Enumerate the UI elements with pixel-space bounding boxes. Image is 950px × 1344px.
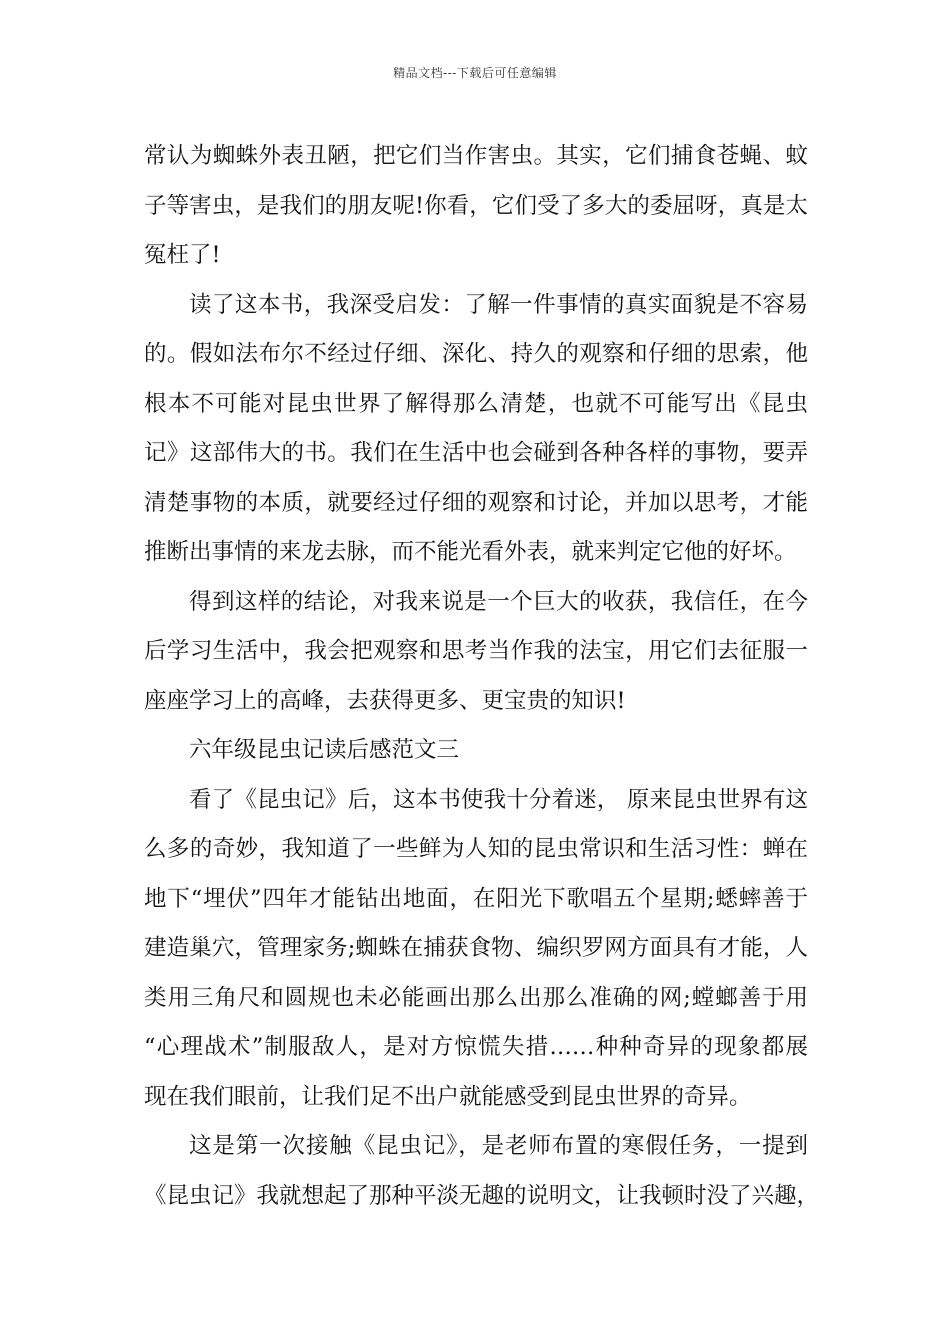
text-line: 后学习生活中，我会把观察和思考当作我的法宝，用它们去征服一 bbox=[144, 638, 808, 664]
section-heading: 六年级昆虫记读后感范文三 bbox=[189, 737, 460, 763]
text-line: “心理战术”制服敌人，是对方惊慌失措……种种奇异的现象都展 bbox=[144, 1034, 808, 1060]
text-line: 根本不可能对昆虫世界了解得那么清楚，也就不可能写出《昆虫 bbox=[144, 390, 808, 417]
text-line: 冤枉了! bbox=[144, 242, 221, 268]
text-line: 得到这样的结论，对我来说是一个巨大的收获，我信任，在今 bbox=[189, 588, 808, 615]
text-line: 建造巢穴，管理家务;蜘蛛在捕获食物、编织罗网方面具有才能，人 bbox=[144, 935, 808, 961]
text-line: 么多的奇妙，我知道了一些鲜为人知的昆虫常识和生活习性：蝉在 bbox=[144, 836, 808, 862]
text-line: 看了《昆虫记》后，这本书使我十分着迷， 原来昆虫世界有这 bbox=[189, 786, 808, 813]
text-line: 现在我们眼前，让我们足不出户就能感受到昆虫世界的奇异。 bbox=[144, 1083, 752, 1110]
text-line: 记》这部伟大的书。我们在生活中也会碰到各种各样的事物，要弄 bbox=[144, 440, 808, 466]
text-line: 座座学习上的高峰，去获得更多、更宝贵的知识! bbox=[144, 687, 626, 714]
page-header: 精品文档---下载后可任意编辑 bbox=[393, 66, 557, 80]
text-line: 推断出事情的来龙去脉，而不能光看外表，就来判定它他的好坏。 bbox=[144, 539, 797, 565]
text-line: 《昆虫记》我就想起了那种平淡无趣的说明文，让我顿时没了兴趣， bbox=[144, 1182, 820, 1209]
text-line: 清楚事物的本质，就要经过仔细的观察和讨论，并加以思考，才能 bbox=[144, 489, 808, 516]
text-line: 类用三角尺和圆规也未必能画出那么出那么准确的网;螳螂善于用 bbox=[144, 984, 808, 1011]
text-line: 的。假如法布尔不经过仔细、深化、持久的观察和仔细的思索，他 bbox=[144, 341, 808, 367]
text-line: 读了这本书，我深受启发：了解一件事情的真实面貌是不容易 bbox=[189, 291, 808, 318]
text-line: 常认为蜘蛛外表丑陋，把它们当作害虫。其实，它们捕食苍蝇、蚊 bbox=[144, 143, 808, 169]
document-body bbox=[144, 132, 820, 1221]
text-line: 这是第一次接触《昆虫记》，是老师布置的寒假任务，一提到 bbox=[189, 1133, 808, 1159]
text-line: 地下“埋伏”四年才能钻出地面，在阳光下歌唱五个星期;蟋蟀善于 bbox=[144, 885, 808, 912]
text-line: 子等害虫，是我们的朋友呢!你看，它们受了多大的委屈呀，真是太 bbox=[144, 192, 808, 219]
